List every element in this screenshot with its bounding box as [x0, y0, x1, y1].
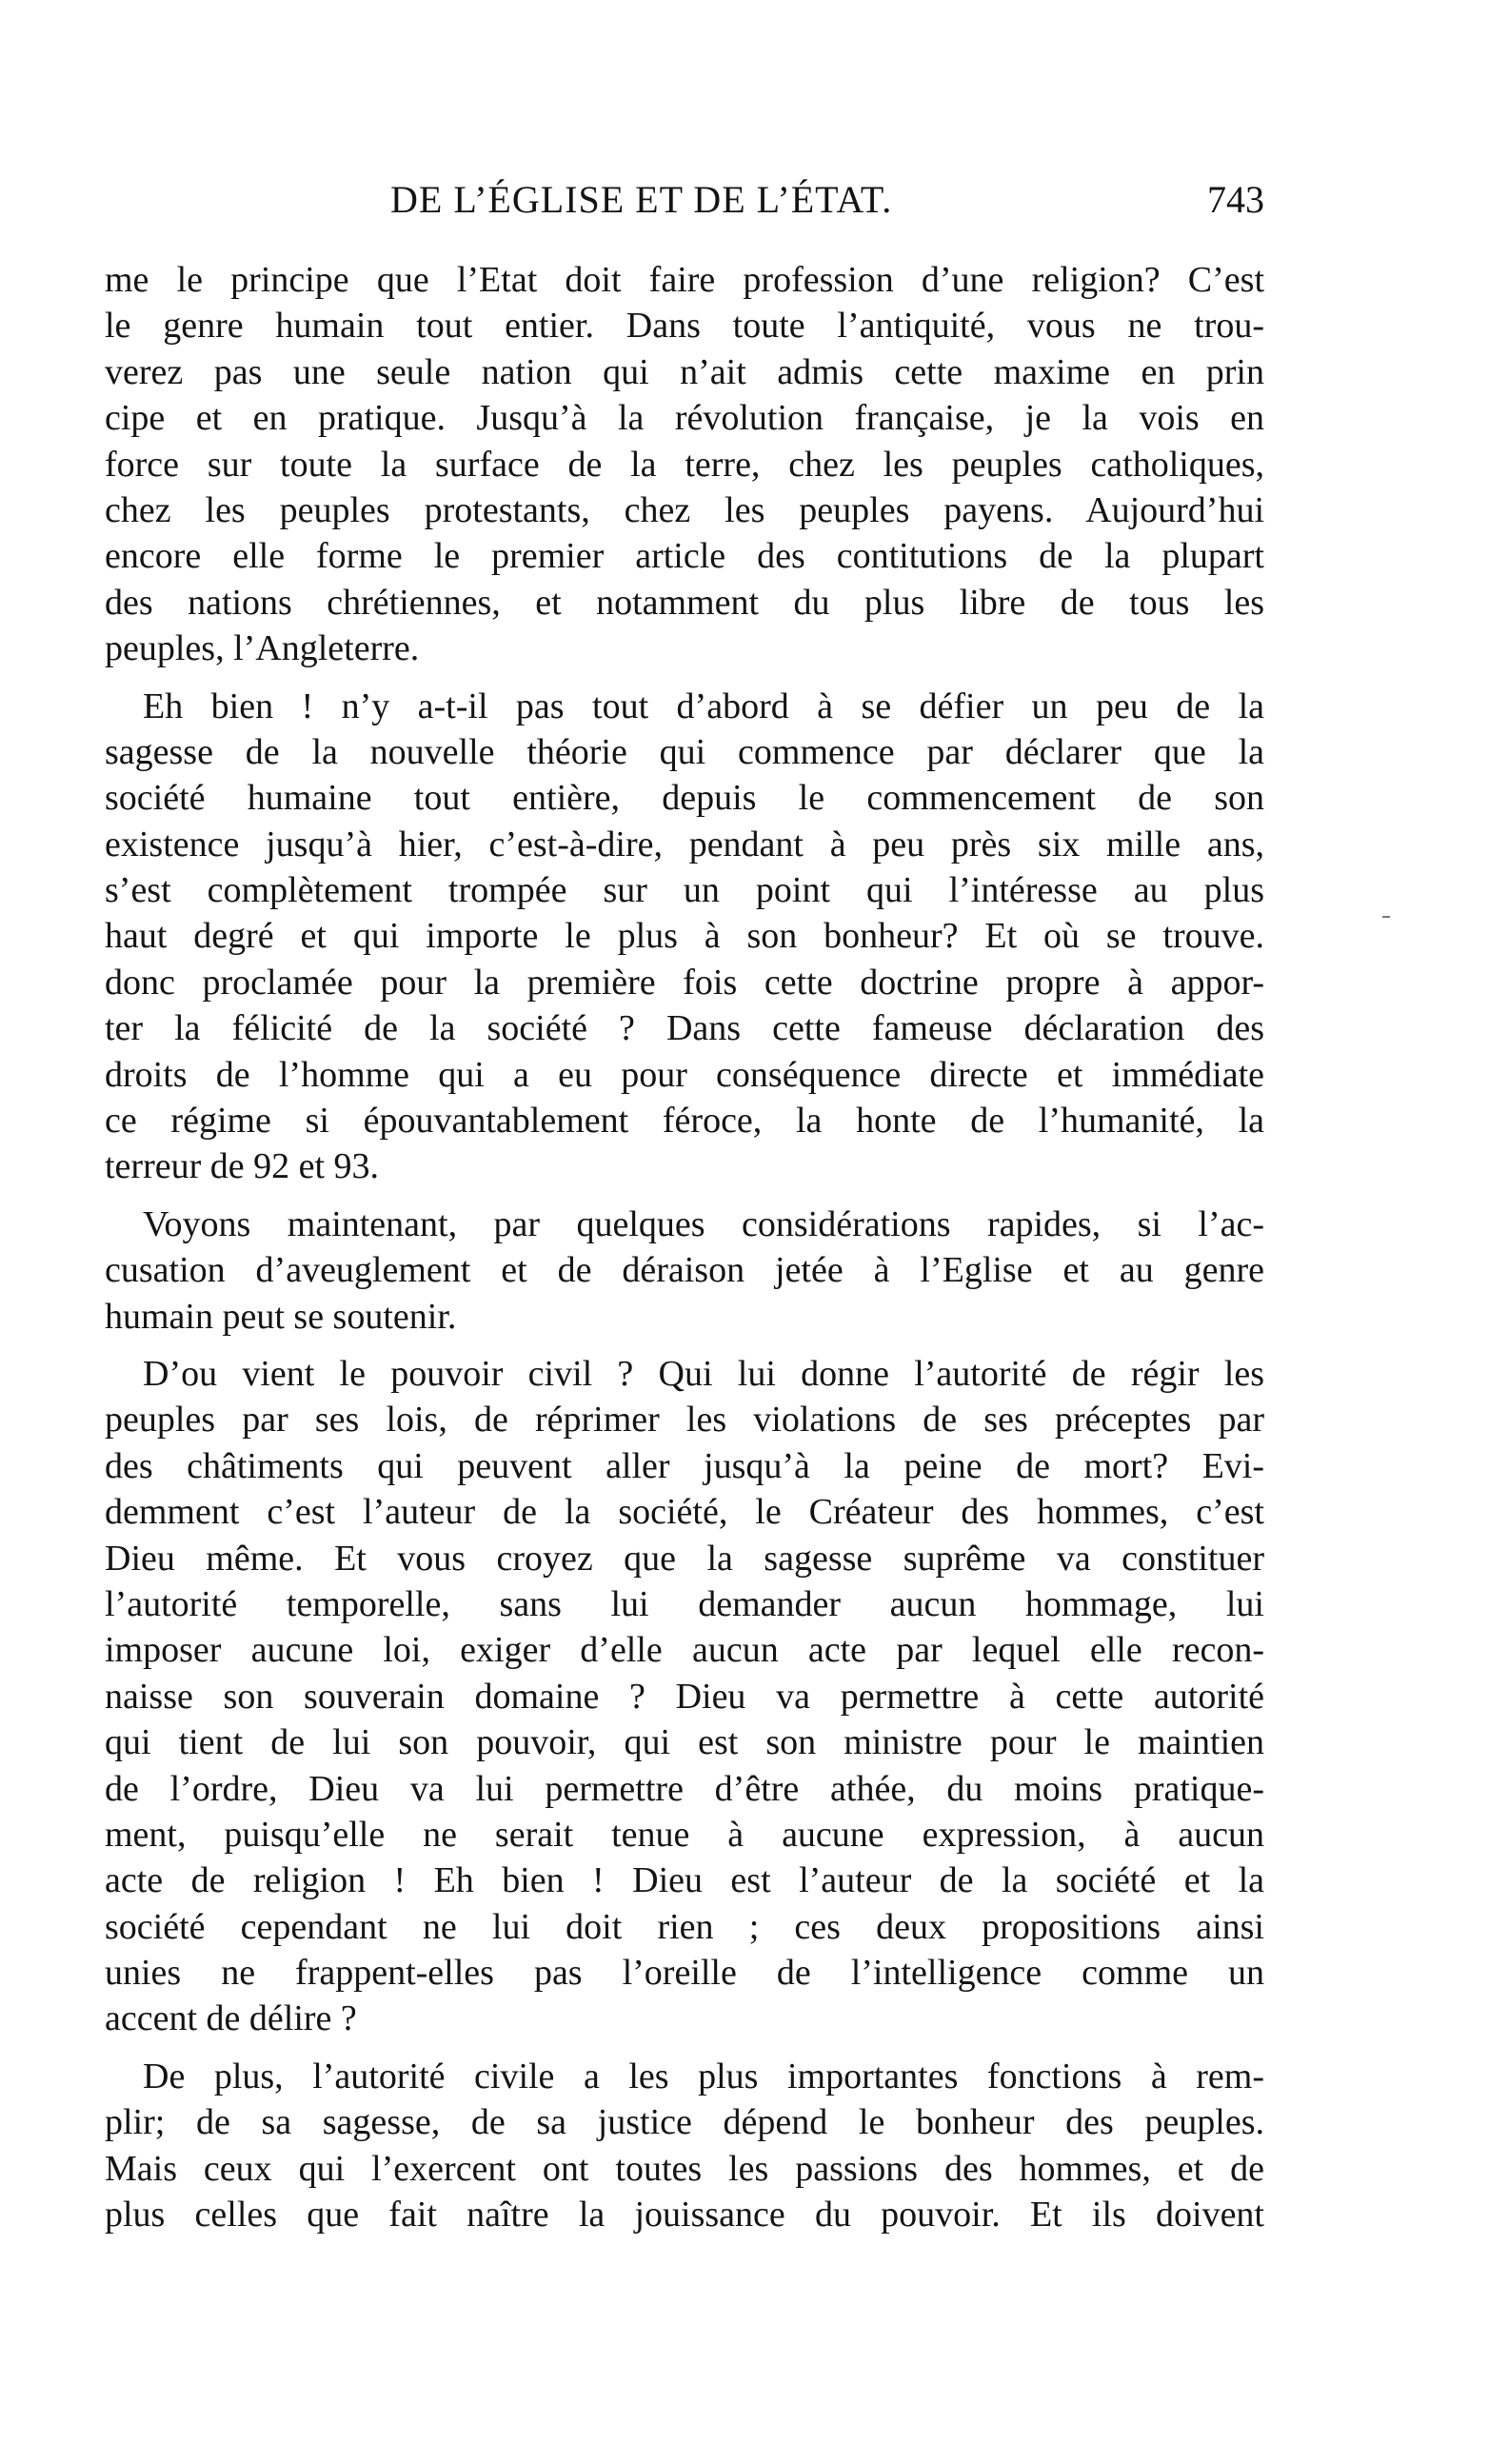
text-line: imposer aucune loi, exiger d’elle aucun acte par lequel elle recon-: [105, 1630, 1264, 1671]
paragraph: [105, 257, 1264, 672]
text-line: accent de délire ?: [105, 1998, 357, 2039]
text-line: unies ne frappent-elles pas l’oreille de l’intelligence comme un: [105, 1953, 1264, 1994]
body-text: [105, 257, 1264, 2249]
text-line: ment, puisqu’elle ne serait tenue à aucune expression, à aucun: [105, 1814, 1264, 1855]
text-line: des nations chrétiennes, et notamment du plus libre de tous les: [105, 582, 1264, 623]
text-line: droits de l’homme qui a eu pour conséquence directe et immédiate: [105, 1054, 1264, 1095]
text-line: chez les peuples protestants, chez les peuples payens. Aujourd’hui: [105, 489, 1264, 530]
text-line: Voyons maintenant, par quelques considérations rapides, si l’ac-: [143, 1203, 1264, 1244]
running-title: DE L’ÉGLISE ET DE L’ÉTAT.: [390, 178, 893, 221]
text-line: plus celles que fait naître la jouissance du pouvoir. Et ils doivent: [105, 2195, 1264, 2235]
running-head: [105, 177, 1264, 234]
text-line: peuples, l’Angleterre.: [105, 628, 420, 669]
text-line: encore elle forme le premier article des contitutions de la plupart: [105, 536, 1264, 577]
scan-speck: [1382, 916, 1390, 918]
text-line: peuples par ses lois, de réprimer les violations de ses préceptes par: [105, 1400, 1264, 1441]
text-line: Mais ceux qui l’exercent ont toutes les passions des hommes, et de: [105, 2148, 1264, 2189]
text-line: de l’ordre, Dieu va lui permettre d’être athée, du moins pratique-: [105, 1768, 1264, 1809]
text-line: D’ou vient le pouvoir civil ? Qui lui donne l’autorité de régir les: [143, 1353, 1264, 1394]
text-line: s’est complètement trompée sur un point qui l’intéresse au plus: [105, 870, 1264, 911]
text-line: qui tient de lui son pouvoir, qui est son ministre pour le maintien: [105, 1722, 1264, 1763]
text-line: Eh bien ! n’y a-t-il pas tout d’abord à se défier un peu de la: [143, 686, 1264, 726]
text-line: terreur de 92 et 93.: [105, 1146, 380, 1187]
page-number: 743: [1207, 178, 1264, 221]
text-line: demment c’est l’auteur de la société, le Créateur des hommes, c’est: [105, 1492, 1264, 1533]
text-line: l’autorité temporelle, sans lui demander aucun hommage, lui: [105, 1583, 1264, 1624]
text-line: cusation d’aveuglement et de déraison jetée à l’Eglise et au genre: [105, 1250, 1264, 1291]
text-line: De plus, l’autorité civile a les plus importantes fonctions à rem-: [143, 2056, 1264, 2096]
text-line: ce régime si épouvantablement féroce, la honte de l’humanité, la: [105, 1101, 1264, 1142]
paragraph: [105, 1202, 1264, 1340]
text-line: acte de religion ! Eh bien ! Dieu est l’auteur de la société et la: [105, 1860, 1264, 1901]
text-line: des châtiments qui peuvent aller jusqu’à la peine de mort? Evi-: [105, 1445, 1264, 1486]
text-line: le genre humain tout entier. Dans toute l’antiquité, vous ne trou-: [105, 306, 1264, 347]
text-line: société cependant ne lui doit rien ; ces deux propositions ainsi: [105, 1906, 1264, 1947]
paragraph: [105, 2054, 1264, 2238]
text-line: ter la félicité de la société ? Dans cette fameuse déclaration des: [105, 1008, 1264, 1049]
text-line: société humaine tout entière, depuis le commencement de son: [105, 778, 1264, 819]
paragraph: [105, 1351, 1264, 2042]
text-line: cipe et en pratique. Jusqu’à la révolution française, je la vois en: [105, 398, 1264, 439]
text-line: humain peut se soutenir.: [105, 1296, 457, 1337]
text-line: existence jusqu’à hier, c’est-à-dire, pendant à peu près six mille ans,: [105, 824, 1264, 864]
text-line: sagesse de la nouvelle théorie qui commence par déclarer que la: [105, 731, 1264, 772]
text-line: naisse son souverain domaine ? Dieu va permettre à cette autorité: [105, 1676, 1264, 1717]
text-line: Dieu même. Et vous croyez que la sagesse suprême va constituer: [105, 1538, 1264, 1579]
text-line: plir; de sa sagesse, de sa justice dépend le bonheur des peuples.: [105, 2102, 1264, 2143]
text-line: force sur toute la surface de la terre, chez les peuples catholiques,: [105, 444, 1264, 485]
text-line: verez pas une seule nation qui n’ait admis cette maxime en prin: [105, 351, 1264, 392]
text-line: me le principe que l’Etat doit faire profession d’une religion? C’est: [105, 260, 1264, 300]
text-line: haut degré et qui importe le plus à son bonheur? Et où se trouve.: [105, 916, 1264, 957]
paragraph: [105, 684, 1264, 1190]
text-line: donc proclamée pour la première fois cette doctrine propre à appor-: [105, 962, 1264, 1003]
